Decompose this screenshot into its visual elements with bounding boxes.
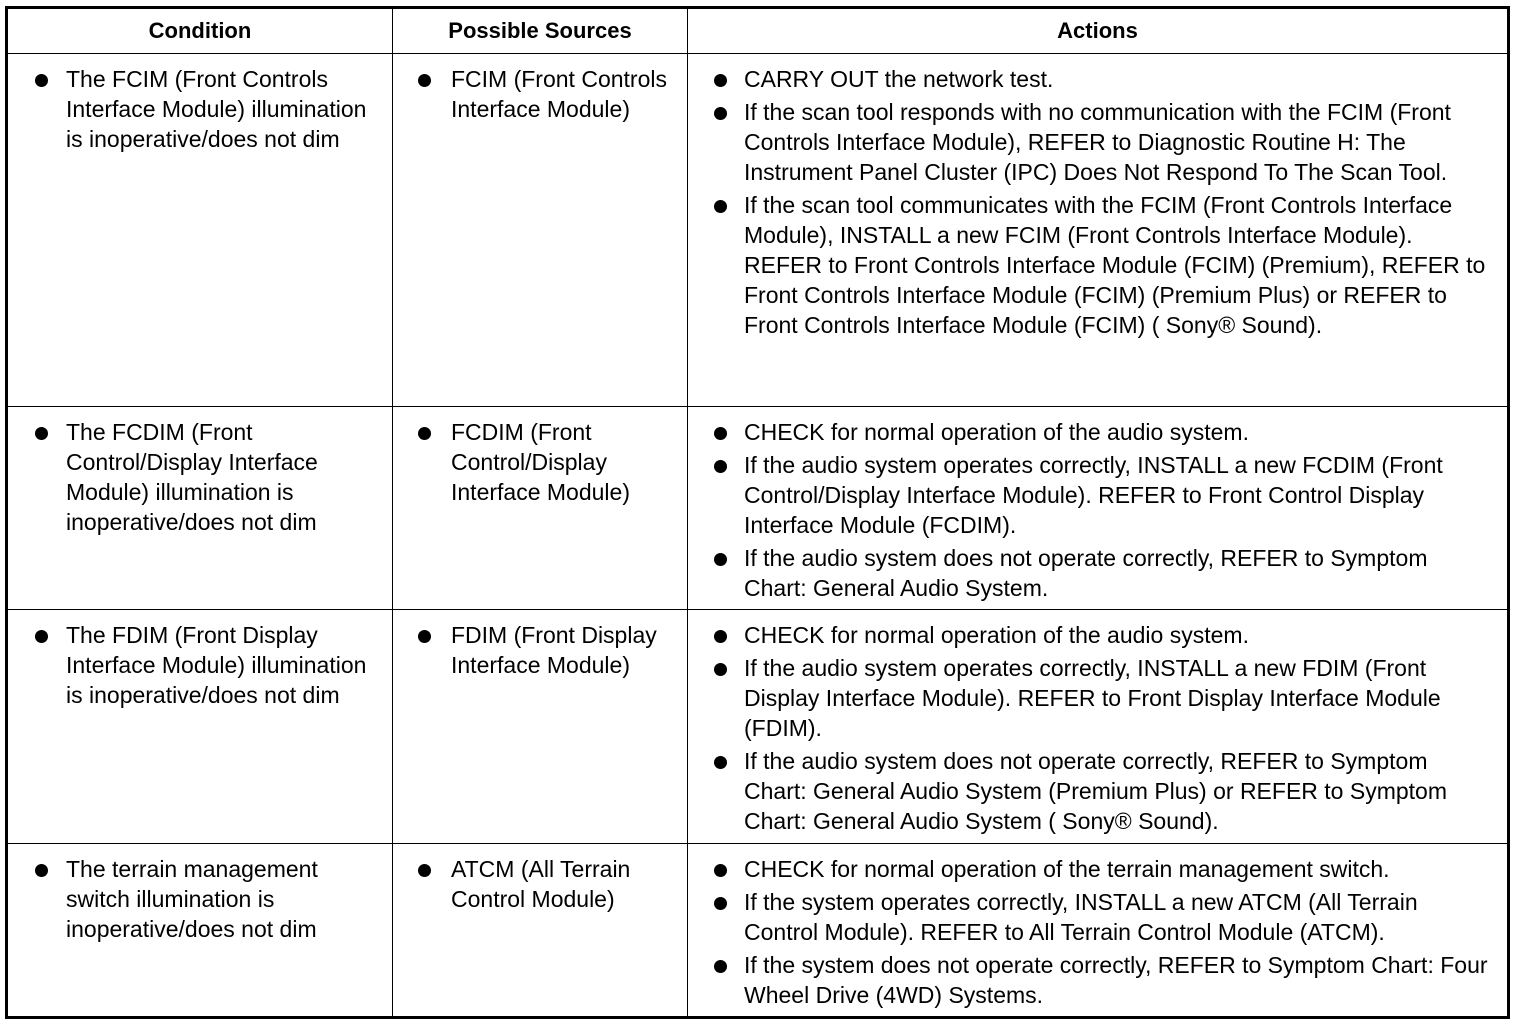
actions-cell: [688, 54, 1509, 407]
bullet-icon: [418, 630, 431, 643]
table-row: [7, 54, 1509, 407]
bullet-icon: [418, 864, 431, 877]
bullet-icon: [714, 864, 727, 877]
header-actions: Actions: [688, 8, 1509, 54]
actions-cell: [688, 844, 1509, 1018]
diagnostic-table: [5, 6, 1510, 1019]
action-text: If the audio system operates correctly, INSTALL a new FCDIM (Front Control/Display Interface Module). REFER to Front Control Display Interface Module (FCDIM).: [744, 452, 1443, 538]
action-text: If the audio system operates correctly, INSTALL a new FDIM (Front Display Interface Module). REFER to Front Display Interface Module (FDIM).: [744, 655, 1441, 741]
bullet-icon: [714, 756, 727, 769]
condition-text: The terrain management switch illumination is inoperative/does not dim: [66, 856, 318, 942]
condition-cell: [7, 54, 393, 407]
header-condition: Condition: [7, 8, 393, 54]
action-text: If the system operates correctly, INSTALL a new ATCM (All Terrain Control Module). REFER to All Terrain Control Module (ATCM).: [744, 889, 1418, 945]
bullet-icon: [714, 960, 727, 973]
bullet-icon: [35, 864, 48, 877]
list-item: [8, 854, 378, 944]
source-text: ATCM (All Terrain Control Module): [451, 856, 631, 912]
condition-cell: [7, 407, 393, 610]
bullet-icon: [35, 74, 48, 87]
list-item: [688, 854, 1493, 884]
bullet-icon: [714, 107, 727, 120]
list-item: [688, 950, 1493, 1010]
table-row: [7, 610, 1509, 844]
header-row: [7, 8, 1509, 54]
list-item: [688, 97, 1493, 187]
action-text: If the system does not operate correctly, REFER to Symptom Chart: Four Wheel Drive (4WD) Systems.: [744, 952, 1488, 1008]
action-text: CHECK for normal operation of the audio system.: [744, 622, 1249, 648]
list-item: [688, 746, 1493, 836]
action-text: CHECK for normal operation of the terrain management switch.: [744, 856, 1390, 882]
source-text: FCIM (Front Controls Interface Module): [451, 66, 667, 122]
actions-cell: [688, 407, 1509, 610]
condition-text: The FCIM (Front Controls Interface Module) illumination is inoperative/does not dim: [66, 66, 367, 152]
bullet-icon: [418, 74, 431, 87]
list-item: [8, 64, 378, 154]
bullet-icon: [714, 553, 727, 566]
source-text: FDIM (Front Display Interface Module): [451, 622, 657, 678]
list-item: [688, 887, 1493, 947]
header-possible-sources: Possible Sources: [393, 8, 688, 54]
source-cell: [393, 407, 688, 610]
bullet-icon: [35, 630, 48, 643]
bullet-icon: [714, 460, 727, 473]
list-item: [688, 64, 1493, 94]
list-item: [393, 417, 673, 507]
condition-text: The FCDIM (Front Control/Display Interface Module) illumination is inoperative/does not dim: [66, 419, 318, 535]
bullet-icon: [714, 897, 727, 910]
actions-cell: [688, 610, 1509, 844]
list-item: [688, 417, 1493, 447]
source-cell: [393, 844, 688, 1018]
source-cell: [393, 610, 688, 844]
action-text: If the audio system does not operate correctly, REFER to Symptom Chart: General Audio System.: [744, 545, 1428, 601]
list-item: [393, 620, 673, 680]
list-item: [688, 190, 1493, 340]
action-text: If the scan tool communicates with the FCIM (Front Controls Interface Module), INSTALL a new FCIM (Front Controls Interface Module). REFER to Front Controls Interface Module (FCIM) (Premium), REFER to Front Controls Interface Module (FCIM) (Premium Plus) or REFER to Front Controls Interface Module (FCIM) ( Sony® Sound).: [744, 192, 1486, 338]
list-item: [393, 854, 673, 914]
action-text: CARRY OUT the network test.: [744, 66, 1054, 92]
condition-text: The FDIM (Front Display Interface Module) illumination is inoperative/does not dim: [66, 622, 367, 708]
action-text: If the audio system does not operate correctly, REFER to Symptom Chart: General Audio System (Premium Plus) or REFER to Symptom Chart: General Audio System ( Sony® Sound).: [744, 748, 1447, 834]
list-item: [8, 620, 378, 710]
condition-cell: [7, 844, 393, 1018]
list-item: [688, 450, 1493, 540]
source-cell: [393, 54, 688, 407]
bullet-icon: [714, 74, 727, 87]
condition-cell: [7, 610, 393, 844]
list-item: [688, 620, 1493, 650]
bullet-icon: [714, 630, 727, 643]
list-item: [393, 64, 673, 124]
bullet-icon: [714, 200, 727, 213]
table-row: [7, 844, 1509, 1018]
action-text: CHECK for normal operation of the audio system.: [744, 419, 1249, 445]
table-row: [7, 407, 1509, 610]
bullet-icon: [35, 427, 48, 440]
list-item: [688, 543, 1493, 603]
bullet-icon: [714, 663, 727, 676]
source-text: FCDIM (Front Control/Display Interface Module): [451, 419, 630, 505]
action-text: If the scan tool responds with no communication with the FCIM (Front Controls Interface Module), REFER to Diagnostic Routine H: The Instrument Panel Cluster (IPC) Does Not Respond To The Scan Tool.: [744, 99, 1451, 185]
bullet-icon: [714, 427, 727, 440]
bullet-icon: [418, 427, 431, 440]
list-item: [8, 417, 378, 537]
list-item: [688, 653, 1493, 743]
